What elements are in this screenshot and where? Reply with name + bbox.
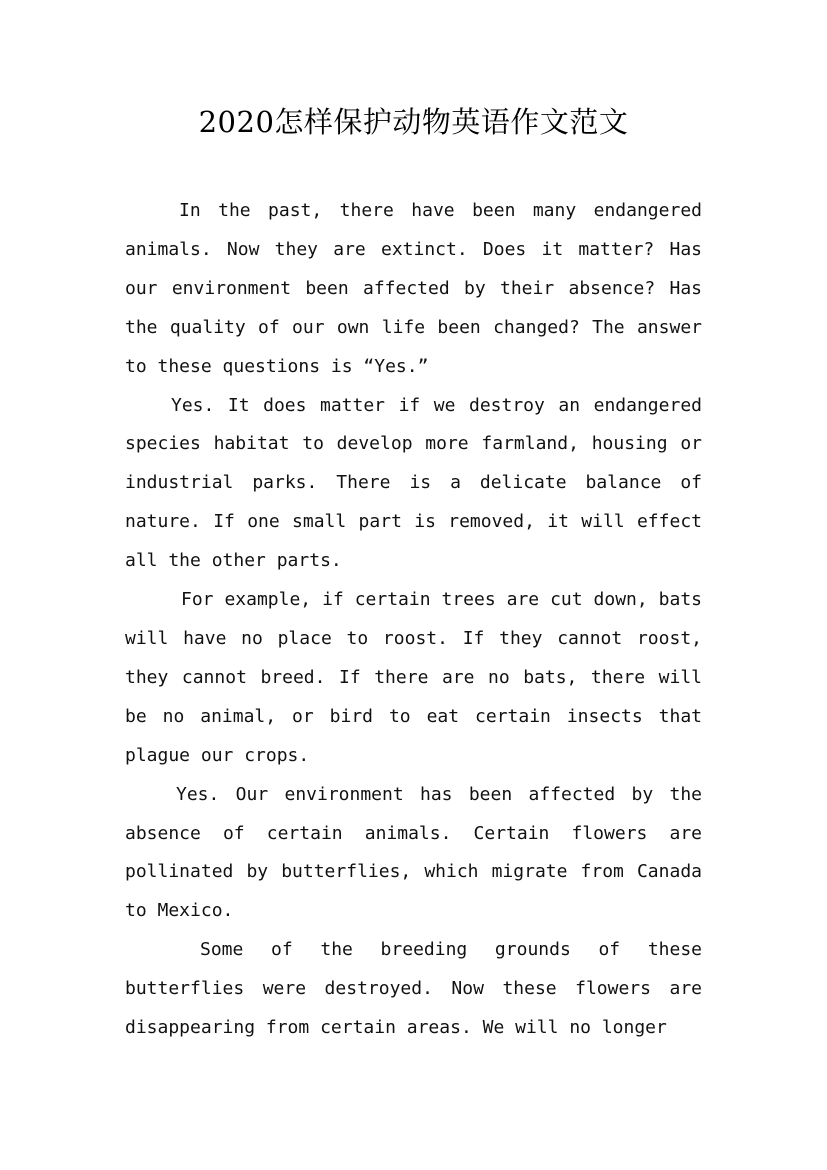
paragraph-2: Yes. It does matter if we destroy an endangered species habitat to develop more farmland, housing or industrial parks. There is a delicate balance of nature. If one small part is removed, it will effect all the other parts.: [125, 394, 702, 572]
paragraph-5: Some of the breeding grounds of these butterflies were destroyed. Now these flowers are disappearing from certain areas. We will no longer: [125, 939, 702, 1039]
paragraph-1: In the past, there have been many endangered animals. Now they are extinct. Does it matter? Has our environment been affected by their absence? Has the quality of our own life been changed? The answer to these questions is “Yes.”: [125, 200, 702, 377]
paragraph-3: For example, if certain trees are cut down, bats will have no place to roost. If they cannot roost, they cannot breed. If there are no bats, there will be no animal, or bird to eat certain insects that plague our crops.: [125, 589, 702, 766]
paragraph-4: Yes. Our environment has been affected by the absence of certain animals. Certain flowers are pollinated by butterflies, which migrate from Canada to Mexico.: [125, 783, 702, 922]
document-title: 2020怎样保护动物英语作文范文: [198, 105, 629, 139]
document-body: [125, 192, 702, 1048]
